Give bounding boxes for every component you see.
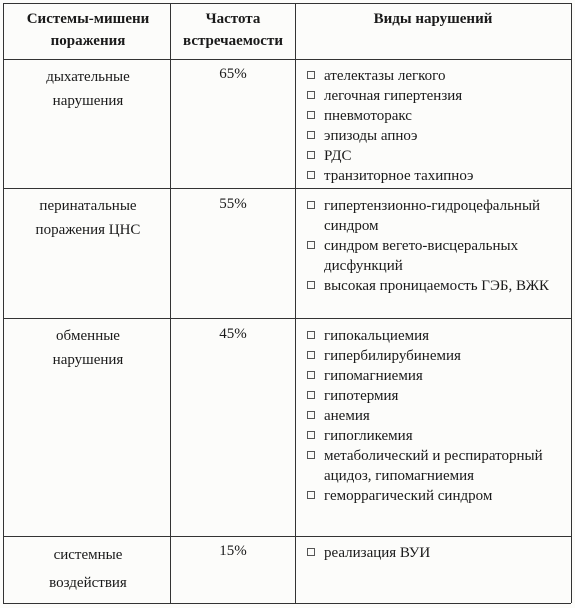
checkbox-icon [307, 281, 315, 289]
item-label: пневмоторакс [324, 108, 412, 124]
checkbox-icon [307, 91, 315, 99]
list-item [302, 366, 566, 386]
list-item [302, 126, 566, 146]
list-item [302, 236, 566, 276]
row-divider-3 [3, 536, 571, 537]
checkbox-icon [307, 151, 315, 159]
row-items-metabolic [302, 326, 566, 506]
item-label: гипотермия [324, 388, 399, 404]
col-divider-2 [295, 3, 296, 603]
checkbox-icon [307, 491, 315, 499]
row-frequency-systemic: 15% [219, 543, 247, 559]
item-label: анемия [324, 408, 370, 424]
table-top-border [3, 3, 571, 4]
table-right-border [571, 3, 572, 603]
item-label: гипербилирубинемия [324, 348, 461, 364]
row-system-metabolic: обменные нарушения [52, 328, 124, 368]
list-item [302, 146, 566, 166]
checkbox-icon [307, 241, 315, 249]
item-label: гипокальциемия [324, 328, 430, 344]
row-divider-2 [3, 318, 571, 319]
checkbox-icon [307, 351, 315, 359]
list-item [302, 426, 566, 446]
list-item [302, 106, 566, 126]
list-item [302, 326, 566, 346]
item-label: гипертензионно-гидроцефальный синдром [324, 198, 541, 234]
list-item [302, 66, 566, 86]
header-bottom-border [3, 59, 571, 60]
checkbox-icon [307, 331, 315, 339]
row-system-systemic: системные воздействия [49, 547, 127, 591]
header-types: Виды нарушений [373, 11, 493, 27]
item-label: реализация ВУИ [324, 545, 431, 561]
checkbox-icon [307, 131, 315, 139]
row-items-systemic [302, 543, 566, 563]
col-divider-1 [170, 3, 171, 603]
row-items-respiratory [302, 66, 566, 186]
checkbox-icon [307, 111, 315, 119]
list-item [302, 486, 566, 506]
item-label: транзиторное тахипноэ [324, 168, 474, 184]
checkbox-icon [307, 451, 315, 459]
row-system-respiratory: дыхательные нарушения [46, 69, 130, 109]
row-frequency-respiratory: 65% [219, 66, 247, 82]
item-label: высокая проницаемость ГЭБ, ВЖК [324, 278, 550, 294]
row-frequency-cns: 55% [219, 196, 247, 212]
checkbox-icon [307, 431, 315, 439]
item-label: синдром вегето-висцеральных дисфункций [324, 238, 519, 274]
item-label: метаболический и респираторный ацидоз, гипомагниемия [324, 448, 543, 484]
checkbox-icon [307, 371, 315, 379]
row-frequency-metabolic: 45% [219, 326, 247, 342]
row-divider-1 [3, 188, 571, 189]
header-frequency: Частота встречаемости [183, 11, 283, 49]
item-label: РДС [324, 148, 352, 164]
checkbox-icon [307, 201, 315, 209]
list-item [302, 166, 566, 186]
item-label: легочная гипертензия [324, 88, 463, 104]
table-bottom-border [3, 603, 571, 604]
item-label: гипогликемия [324, 428, 413, 444]
list-item [302, 446, 566, 486]
row-system-cns: перинатальные поражения ЦНС [35, 198, 141, 238]
list-item [302, 406, 566, 426]
list-item [302, 386, 566, 406]
checkbox-icon [307, 391, 315, 399]
checkbox-icon [307, 411, 315, 419]
list-item [302, 346, 566, 366]
header-systems: Системы-мишени поражения [26, 11, 150, 49]
list-item [302, 543, 566, 563]
item-label: геморрагический синдром [324, 488, 493, 504]
list-item [302, 276, 566, 296]
table-left-border [3, 3, 4, 603]
item-label: ателектазы легкого [324, 68, 446, 84]
checkbox-icon [307, 548, 315, 556]
checkbox-icon [307, 71, 315, 79]
row-items-cns [302, 196, 566, 296]
checkbox-icon [307, 171, 315, 179]
item-label: эпизоды апноэ [324, 128, 418, 144]
item-label: гипомагниемия [324, 368, 423, 384]
list-item [302, 86, 566, 106]
list-item [302, 196, 566, 236]
